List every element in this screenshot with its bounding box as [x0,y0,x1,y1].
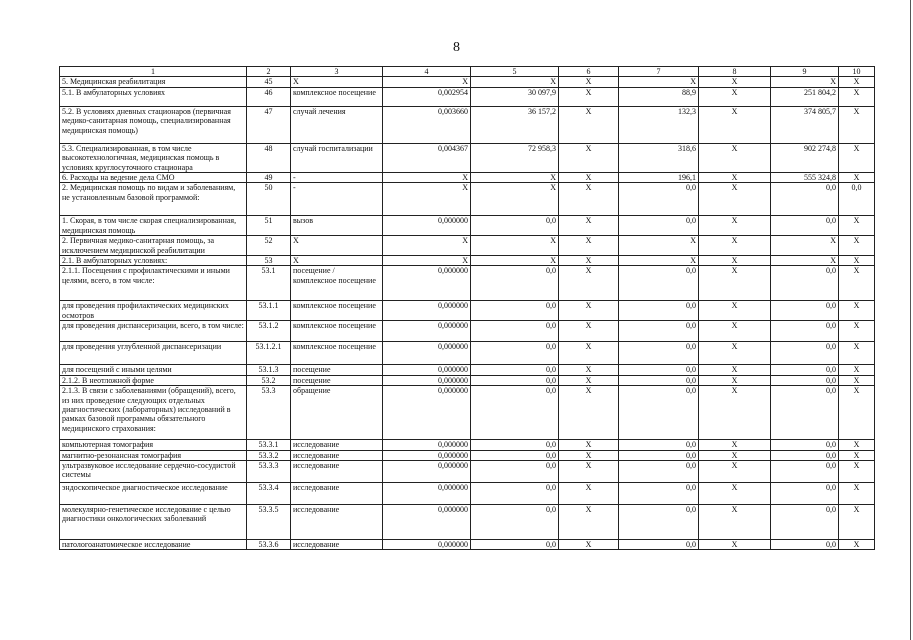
unit-cell: обращение [291,386,383,440]
value-cell: 0,0 [619,450,699,460]
value-cell: X [699,321,771,342]
row-code-cell: 50 [247,183,291,216]
table-header-row [60,67,875,77]
row-code-cell: 47 [247,106,291,143]
row-code-cell: 52 [247,236,291,256]
unit-cell: исследование [291,440,383,450]
row-code-cell: 53.1.3 [247,365,291,375]
column-header: 8 [699,67,771,77]
table-row [60,77,875,87]
value-cell: X [839,301,875,321]
value-cell: 0,0 [471,375,559,385]
row-label-cell: 5. Медицинская реабилитация [60,77,247,87]
value-cell: 0,0 [471,504,559,539]
row-code-cell: 53.2 [247,375,291,385]
value-cell: X [699,87,771,106]
value-cell: 0,0 [471,482,559,504]
value-cell: 0,0 [839,183,875,216]
value-cell: 0,000000 [383,266,471,301]
value-cell: 0,0 [471,450,559,460]
value-cell: 0,000000 [383,460,471,482]
value-cell: X [839,440,875,450]
value-cell: X [699,266,771,301]
value-cell: 0,0 [771,301,839,321]
value-cell: X [699,365,771,375]
value-cell: X [383,173,471,183]
row-label-cell: для посещений с иными целями [60,365,247,375]
value-cell: X [699,256,771,266]
column-header: 9 [771,67,839,77]
unit-cell: случай госпитализации [291,143,383,172]
table-row [60,321,875,342]
value-cell: X [619,236,699,256]
value-cell: X [839,504,875,539]
row-label-cell: 1. Скорая, в том числе скорая специализированная, медицинская помощь [60,216,247,236]
value-cell: X [559,106,619,143]
table-row [60,504,875,539]
value-cell: X [559,143,619,172]
value-cell: 902 274,8 [771,143,839,172]
value-cell: X [559,539,619,549]
value-cell: 0,0 [619,386,699,440]
value-cell: 0,0 [771,386,839,440]
table-row [60,375,875,385]
unit-cell: X [291,77,383,87]
row-code-cell: 53.1.1 [247,301,291,321]
row-code-cell: 49 [247,173,291,183]
column-header: 7 [619,67,699,77]
page-edge-line [910,0,911,640]
row-code-cell: 53.3.3 [247,460,291,482]
value-cell: X [839,375,875,385]
value-cell: 0,000000 [383,365,471,375]
value-cell: 0,004367 [383,143,471,172]
value-cell: 555 324,8 [771,173,839,183]
value-cell: 0,0 [471,386,559,440]
value-cell: 0,0 [771,460,839,482]
row-label-cell: 5.3. Специализированная, в том числе высокотехнологичная, медицинская помощь в условиях круглосуточного стационара [60,143,247,172]
value-cell: 0,0 [619,482,699,504]
row-code-cell: 53.1 [247,266,291,301]
table-row [60,183,875,216]
value-cell: 251 804,2 [771,87,839,106]
column-header: 4 [383,67,471,77]
value-cell: X [699,183,771,216]
row-label-cell: для проведения углубленной диспансеризации [60,342,247,365]
value-cell: 0,0 [771,504,839,539]
value-cell: X [619,256,699,266]
table-row [60,440,875,450]
value-cell: X [383,256,471,266]
value-cell: X [839,321,875,342]
value-cell: 196,1 [619,173,699,183]
value-cell: X [699,375,771,385]
value-cell: X [699,301,771,321]
row-code-cell: 46 [247,87,291,106]
value-cell: 0,000000 [383,375,471,385]
value-cell: 0,0 [619,460,699,482]
row-code-cell: 53.3.5 [247,504,291,539]
column-header: 6 [559,67,619,77]
row-label-cell: 5.1. В амбулаторных условиях [60,87,247,106]
row-code-cell: 53.3.1 [247,440,291,450]
row-label-cell: компьютерная томография [60,440,247,450]
row-label-cell: для проведения диспансеризации, всего, в том числе: [60,321,247,342]
value-cell: X [699,77,771,87]
row-code-cell: 53.3.4 [247,482,291,504]
value-cell: 88,9 [619,87,699,106]
table-row [60,365,875,375]
row-label-cell: 2. Первичная медико-санитарная помощь, за исключением медицинской реабилитации [60,236,247,256]
column-header: 5 [471,67,559,77]
value-cell: X [839,236,875,256]
value-cell: X [699,504,771,539]
value-cell: X [699,106,771,143]
table-row [60,236,875,256]
value-cell: X [559,77,619,87]
value-cell: 0,0 [771,342,839,365]
table-row [60,87,875,106]
value-cell: X [471,183,559,216]
value-cell: X [839,482,875,504]
unit-cell: комплексное посещение [291,321,383,342]
value-cell: 0,0 [619,342,699,365]
value-cell: 0,0 [771,266,839,301]
value-cell: X [559,504,619,539]
value-cell: X [699,216,771,236]
data-table [59,66,875,550]
value-cell: 0,0 [471,216,559,236]
row-label-cell: для проведения профилактических медицинских осмотров [60,301,247,321]
row-code-cell: 48 [247,143,291,172]
value-cell: 0,0 [471,460,559,482]
value-cell: 0,0 [471,342,559,365]
value-cell: X [839,539,875,549]
row-code-cell: 53.3.2 [247,450,291,460]
value-cell: 36 157,2 [471,106,559,143]
unit-cell: случай лечения [291,106,383,143]
row-code-cell: 53.1.2.1 [247,342,291,365]
row-label-cell: молекулярно-генетическое исследование с целью диагностики онкологических заболеваний [60,504,247,539]
row-label-cell: 2.1. В амбулаторных условиях: [60,256,247,266]
value-cell: X [559,236,619,256]
row-code-cell: 53.3.6 [247,539,291,549]
table-row [60,106,875,143]
value-cell: X [839,365,875,375]
row-label-cell: 2.1.3. В связи с заболеваниями (обращений), всего, из них проведение следующих отдельных диагностических (лабораторных) исследований в рамках базовой программы обязательного медицинского страхования: [60,386,247,440]
value-cell: 0,0 [619,539,699,549]
column-header: 10 [839,67,875,77]
value-cell: 0,002954 [383,87,471,106]
value-cell: X [839,87,875,106]
row-label-cell: 2. Медицинская помощь по видам и заболеваниям, не установленным базовой программой: [60,183,247,216]
value-cell: X [699,386,771,440]
value-cell: X [559,87,619,106]
row-code-cell: 51 [247,216,291,236]
value-cell: 0,0 [771,216,839,236]
value-cell: X [771,256,839,266]
value-cell: 0,0 [471,440,559,450]
value-cell: 0,0 [619,216,699,236]
value-cell: X [471,173,559,183]
value-cell: 0,000000 [383,216,471,236]
value-cell: 0,000000 [383,539,471,549]
unit-cell: исследование [291,450,383,460]
value-cell: 0,000000 [383,450,471,460]
value-cell: X [699,173,771,183]
value-cell: X [559,216,619,236]
value-cell: 0,000000 [383,342,471,365]
table-row [60,216,875,236]
value-cell: 0,0 [771,321,839,342]
value-cell: X [559,256,619,266]
unit-cell: посещение [291,365,383,375]
value-cell: 72 958,3 [471,143,559,172]
unit-cell: посещение / комплексное посещение [291,266,383,301]
value-cell: 0,0 [619,321,699,342]
value-cell: X [471,236,559,256]
value-cell: X [559,266,619,301]
value-cell: X [839,106,875,143]
value-cell: X [559,183,619,216]
value-cell: 0,000000 [383,440,471,450]
unit-cell: X [291,236,383,256]
table-row [60,173,875,183]
value-cell: 0,0 [471,365,559,375]
value-cell: X [771,236,839,256]
unit-cell: исследование [291,504,383,539]
value-cell: X [839,77,875,87]
value-cell: X [559,386,619,440]
row-label-cell: 5.2. В условиях дневных стационаров (первичная медико-санитарная помощь, специализированная медицинская помощь) [60,106,247,143]
page-number: 8 [453,40,460,55]
row-label-cell: 6. Расходы на ведение дела СМО [60,173,247,183]
value-cell: X [471,256,559,266]
value-cell: X [771,77,839,87]
value-cell: X [699,440,771,450]
row-label-cell: патологоанатомическое исследование [60,539,247,549]
unit-cell: комплексное посещение [291,342,383,365]
unit-cell: - [291,173,383,183]
row-label-cell: 2.1.1. Посещения с профилактическими и иными целями, всего, в том числе: [60,266,247,301]
value-cell: X [699,236,771,256]
value-cell: 0,0 [471,321,559,342]
row-label-cell: магнитно-резонансная томография [60,450,247,460]
value-cell: 0,0 [771,375,839,385]
value-cell: 0,0 [471,266,559,301]
value-cell: X [559,440,619,450]
value-cell: 0,0 [771,539,839,549]
value-cell: X [839,460,875,482]
unit-cell: X [291,256,383,266]
unit-cell: - [291,183,383,216]
value-cell: 0,0 [619,504,699,539]
value-cell: X [559,482,619,504]
value-cell: 0,0 [771,482,839,504]
value-cell: 0,0 [619,301,699,321]
value-cell: 318,6 [619,143,699,172]
value-cell: X [383,183,471,216]
column-header: 2 [247,67,291,77]
value-cell: X [559,301,619,321]
value-cell: X [383,77,471,87]
value-cell: 0,0 [619,266,699,301]
value-cell: 0,000000 [383,482,471,504]
row-label-cell: эндоскопическое диагностическое исследование [60,482,247,504]
unit-cell: вызов [291,216,383,236]
value-cell: 0,000000 [383,504,471,539]
row-code-cell: 53 [247,256,291,266]
value-cell: X [471,77,559,87]
column-header: 3 [291,67,383,77]
value-cell: X [839,256,875,266]
table-row [60,342,875,365]
unit-cell: комплексное посещение [291,87,383,106]
value-cell: X [699,342,771,365]
value-cell: X [559,375,619,385]
unit-cell: посещение [291,375,383,385]
value-cell: X [699,482,771,504]
value-cell: X [559,342,619,365]
value-cell: X [839,143,875,172]
value-cell: 0,0 [471,301,559,321]
value-cell: 0,0 [619,375,699,385]
value-cell: X [619,77,699,87]
value-cell: 0,0 [619,365,699,375]
table-row [60,539,875,549]
value-cell: 0,000000 [383,386,471,440]
value-cell: 0,0 [471,539,559,549]
value-cell: 0,0 [771,450,839,460]
value-cell: 374 805,7 [771,106,839,143]
value-cell: X [839,266,875,301]
unit-cell: исследование [291,482,383,504]
unit-cell: исследование [291,460,383,482]
value-cell: 0,0 [771,365,839,375]
value-cell: 0,000000 [383,321,471,342]
value-cell: X [559,365,619,375]
value-cell: 0,0 [619,183,699,216]
table-row [60,301,875,321]
value-cell: X [699,450,771,460]
value-cell: 0,003660 [383,106,471,143]
value-cell: X [699,143,771,172]
value-cell: X [559,450,619,460]
value-cell: X [839,342,875,365]
unit-cell: комплексное посещение [291,301,383,321]
row-code-cell: 53.3 [247,386,291,440]
table-row [60,460,875,482]
unit-cell: исследование [291,539,383,549]
column-header: 1 [60,67,247,77]
value-cell: 30 097,9 [471,87,559,106]
value-cell: X [839,450,875,460]
row-label-cell: 2.1.2. В неотложной форме [60,375,247,385]
value-cell: X [383,236,471,256]
value-cell: X [559,460,619,482]
value-cell: 0,000000 [383,301,471,321]
value-cell: X [559,321,619,342]
row-code-cell: 45 [247,77,291,87]
value-cell: X [839,216,875,236]
value-cell: X [699,539,771,549]
value-cell: 132,3 [619,106,699,143]
table-row [60,482,875,504]
table-row [60,266,875,301]
value-cell: X [699,460,771,482]
value-cell: X [839,386,875,440]
table-row [60,256,875,266]
value-cell: 0,0 [771,183,839,216]
table-row [60,386,875,440]
row-code-cell: 53.1.2 [247,321,291,342]
value-cell: X [559,173,619,183]
value-cell: 0,0 [619,440,699,450]
table-row [60,143,875,172]
table-row [60,450,875,460]
row-label-cell: ультразвуковое исследование сердечно-сосудистой системы [60,460,247,482]
value-cell: 0,0 [771,440,839,450]
value-cell: X [839,173,875,183]
